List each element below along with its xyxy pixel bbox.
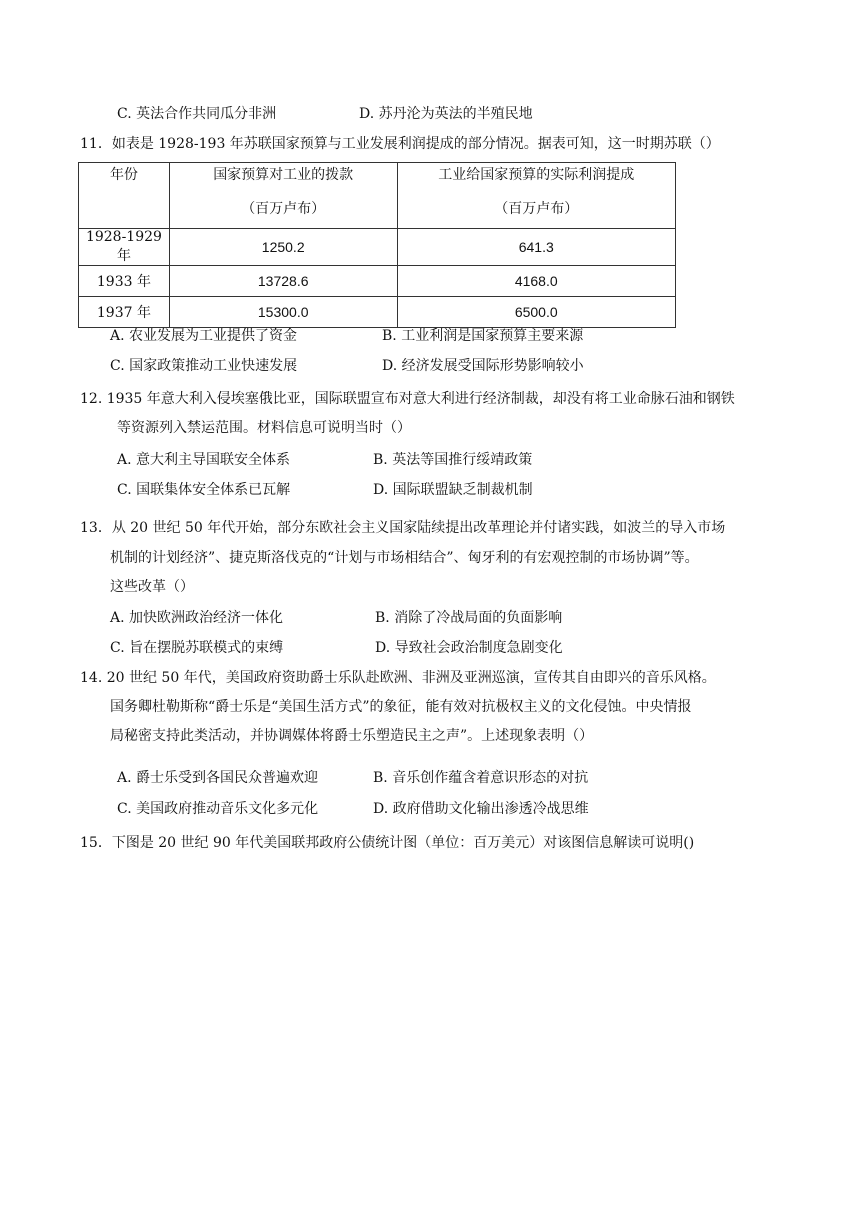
q11-stem: 11．如表是 1928-193 年苏联国家预算与工业发展利润提成的部分情况。据表可知，这一时期苏联（） bbox=[80, 136, 720, 152]
q11-option-c: C. 国家政策推动工业快速发展 bbox=[110, 358, 298, 374]
q14-option-a: A. 爵士乐受到各国民众普遍欢迎 bbox=[117, 770, 319, 786]
q13-option-d: D. 导致社会政治制度急剧变化 bbox=[375, 640, 563, 656]
q14-option-b: B. 音乐创作蕴含着意识形态的对抗 bbox=[373, 770, 589, 786]
q14-option-c: C. 美国政府推动音乐文化多元化 bbox=[117, 801, 319, 817]
table-row bbox=[79, 229, 676, 266]
q11-table bbox=[78, 162, 676, 328]
q12-option-b: B. 英法等国推行绥靖政策 bbox=[373, 452, 533, 468]
header-allocation: 国家预算对工业的拨款 （百万卢布） bbox=[169, 163, 397, 229]
cell-allocation: 13728.6 bbox=[169, 266, 397, 297]
cell-profit: 4168.0 bbox=[397, 266, 676, 297]
q12-option-a: A. 意大利主导国联安全体系 bbox=[117, 452, 291, 468]
table-header-row bbox=[79, 163, 676, 229]
cell-profit: 6500.0 bbox=[397, 297, 676, 328]
q12-option-c: C. 国联集体安全体系已瓦解 bbox=[117, 482, 291, 498]
q13-stem-line1: 13．从 20 世纪 50 年代开始，部分东欧社会主义国家陆续提出改革理论并付诸实践，如波兰的导入市场 bbox=[80, 520, 726, 536]
q13-stem-line3: 这些改革（） bbox=[110, 579, 194, 595]
q12-stem-line1: 12. 1935 年意大利入侵埃塞俄比亚，国际联盟宣布对意大利进行经济制裁，却没有将工业命脉石油和钢铁 bbox=[80, 391, 735, 407]
q13-option-a: A. 加快欧洲政治经济一体化 bbox=[110, 610, 284, 626]
q13-option-c: C. 旨在摆脱苏联模式的束缚 bbox=[110, 640, 284, 656]
q10-option-c: C. 英法合作共同瓜分非洲 bbox=[117, 106, 277, 122]
q13-option-b: B. 消除了冷战局面的负面影响 bbox=[375, 610, 563, 626]
q10-option-d: D. 苏丹沦为英法的半殖民地 bbox=[359, 106, 533, 122]
cell-year: 1933 年 bbox=[79, 266, 170, 297]
table-row bbox=[79, 266, 676, 297]
q12-stem-line2: 等资源列入禁运范围。材料信息可说明当时（） bbox=[117, 420, 411, 436]
cell-profit: 641.3 bbox=[397, 229, 676, 266]
header-profit: 工业给国家预算的实际利润提成 （百万卢布） bbox=[397, 163, 676, 229]
cell-year: 1937 年 bbox=[79, 297, 170, 328]
cell-allocation: 15300.0 bbox=[169, 297, 397, 328]
q14-option-d: D. 政府借助文化输出渗透冷战思维 bbox=[373, 801, 589, 817]
q14-stem-line2: 国务卿杜勒斯称“爵士乐是“美国生活方式”的象征，能有效对抗极权主义的文化侵蚀。中央情报 bbox=[110, 699, 692, 715]
q14-stem-line3: 局秘密支持此类活动，并协调媒体将爵士乐塑造民主之声”。上述现象表明（） bbox=[110, 728, 594, 744]
q11-option-d: D. 经济发展受国际形势影响较小 bbox=[382, 358, 584, 374]
header-year: 年份 bbox=[79, 163, 170, 229]
q13-stem-line2: 机制的计划经济”、捷克斯洛伐克的“计划与市场相结合”、匈牙利的有宏观控制的市场协调”等。 bbox=[110, 550, 699, 566]
q15-stem: 15．下图是 20 世纪 90 年代美国联邦政府公债统计图（单位：百万美元）对该图信息解读可说明() bbox=[80, 835, 695, 851]
cell-year: 1928-1929 年 bbox=[79, 229, 170, 266]
cell-allocation: 1250.2 bbox=[169, 229, 397, 266]
q14-stem-line1: 14. 20 世纪 50 年代，美国政府资助爵士乐队赴欧洲、非洲及亚洲巡演，宣传其自由即兴的音乐风格。 bbox=[80, 670, 716, 686]
q12-option-d: D. 国际联盟缺乏制裁机制 bbox=[373, 482, 533, 498]
q11-option-b: B. 工业利润是国家预算主要来源 bbox=[382, 328, 584, 344]
q11-option-a: A. 农业发展为工业提供了资金 bbox=[110, 328, 298, 344]
table-row bbox=[79, 297, 676, 328]
